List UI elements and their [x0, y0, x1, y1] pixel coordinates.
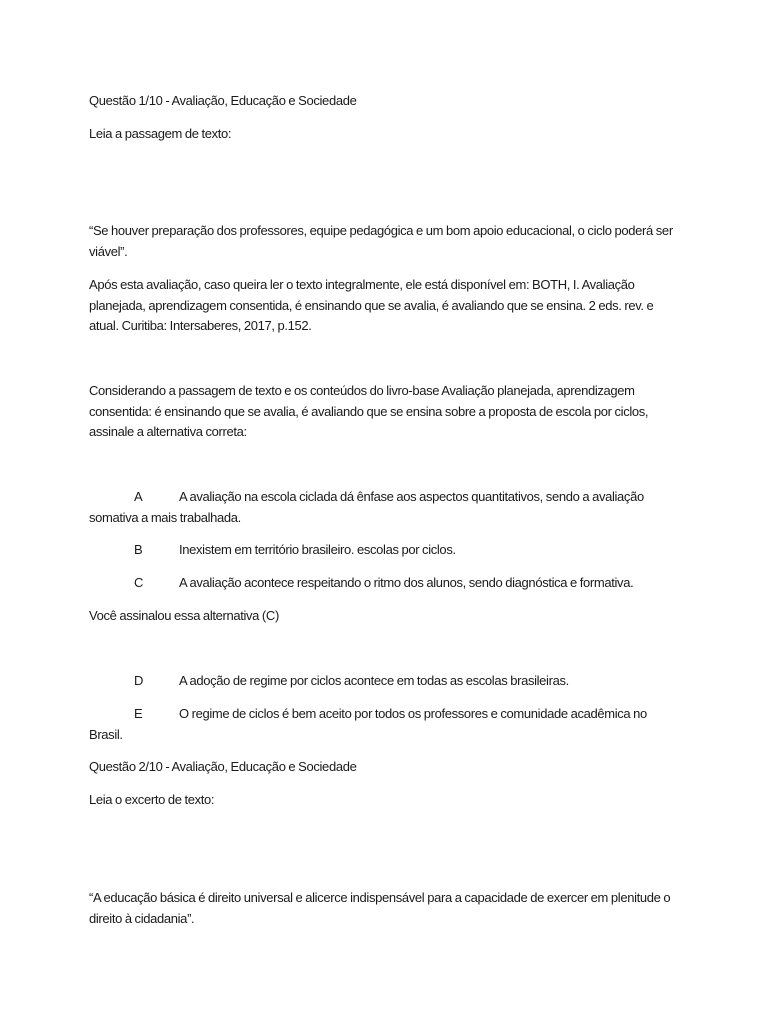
- option-text: Inexistem em território brasileiro. escolas por ciclos.: [179, 542, 456, 557]
- option-d: [89, 671, 679, 692]
- option-letter: D: [134, 673, 144, 688]
- question-1-prompt: Considerando a passagem de texto e os conteúdos do livro-base Avaliação planejada, aprendizagem consentida: é ensinando que se avalia, é avaliando que se ensina sobre a proposta de escola por ciclos, assinale a alternativa correta:: [89, 383, 649, 439]
- option-text: A avaliação acontece respeitando o ritmo dos alunos, sendo diagnóstica e formativa.: [179, 575, 634, 590]
- question-1-source: Após esta avaliação, caso queira ler o texto integralmente, ele está disponível em: BOTH, I. Avaliação planejada, aprendizagem consentida, é ensinando que se avalia, é avaliando que se ensina. 2 eds. rev. e atual. Curitiba: Intersaberes, 2017, p.152.: [89, 277, 654, 333]
- answer-note: Você assinalou essa alternativa (C): [89, 608, 279, 623]
- question-2-title: Questão 2/10 - Avaliação, Educação e Sociedade: [89, 759, 357, 774]
- option-letter: E: [134, 706, 143, 721]
- option-b: [89, 540, 679, 561]
- option-letter: C: [134, 575, 144, 590]
- question-1-title: Questão 1/10 - Avaliação, Educação e Sociedade: [89, 93, 357, 108]
- question-2-quote: “A educação básica é direito universal e alicerce indispensável para a capacidade de exercer em plenitude o direito à cidadania”.: [89, 890, 671, 926]
- option-c: [89, 573, 679, 594]
- option-text: A avaliação na escola ciclada dá ênfase aos aspectos quantitativos, sendo a avaliação somativa a mais trabalhada.: [89, 489, 644, 525]
- option-text: O regime de ciclos é bem aceito por todos os professores e comunidade acadêmica no Brasil.: [89, 706, 647, 742]
- option-letter: A: [134, 489, 143, 504]
- option-letter: B: [134, 542, 143, 557]
- question-1-intro: Leia a passagem de texto:: [89, 126, 232, 141]
- option-a: [89, 487, 679, 528]
- option-e: [89, 704, 679, 745]
- question-1-quote: “Se houver preparação dos professores, equipe pedagógica e um bom apoio educacional, o ciclo poderá ser viável”.: [89, 223, 673, 259]
- question-2-intro: Leia o excerto de texto:: [89, 792, 215, 807]
- option-text: A adoção de regime por ciclos acontece em todas as escolas brasileiras.: [179, 673, 569, 688]
